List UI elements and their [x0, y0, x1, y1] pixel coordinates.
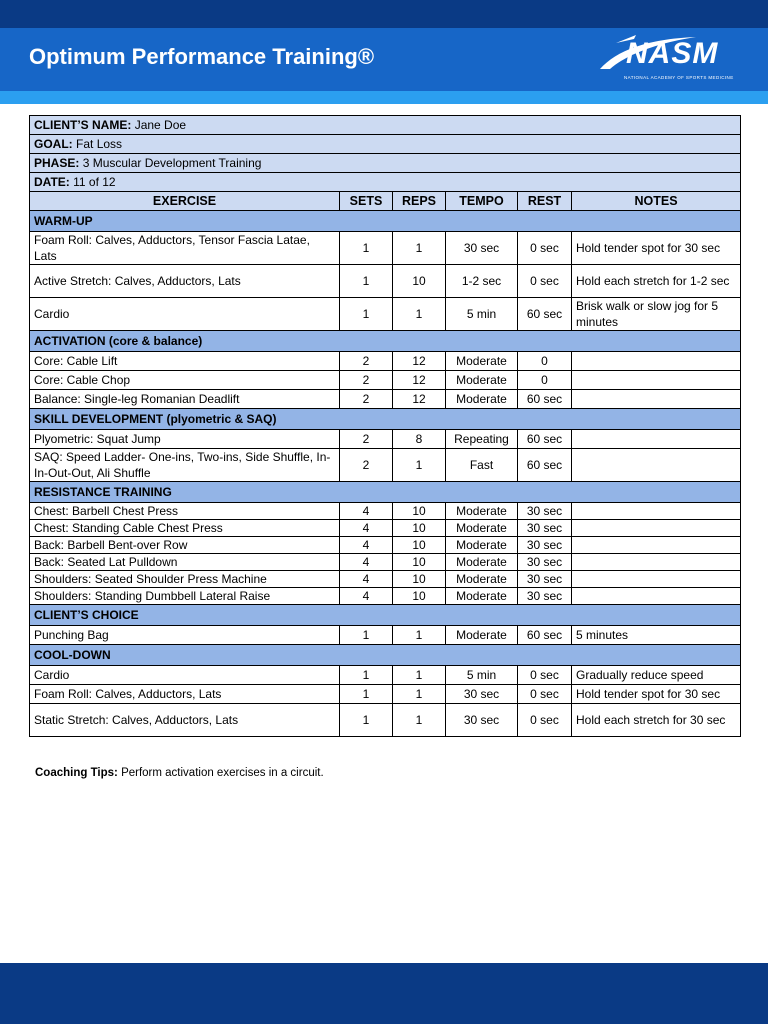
notes-cell	[572, 571, 741, 588]
exercise-cell: SAQ: Speed Ladder- One-ins, Two-ins, Side Shuffle, In-In-Out-Out, Ali Shuffle	[30, 449, 340, 482]
sets-cell: 1	[340, 626, 393, 645]
sets-cell: 1	[340, 298, 393, 331]
rest-cell: 0 sec	[518, 704, 572, 737]
tempo-cell: Moderate	[446, 352, 518, 371]
rest-cell: 60 sec	[518, 298, 572, 331]
tempo-cell: 1-2 sec	[446, 265, 518, 298]
client-name-label: CLIENT’S NAME:	[34, 118, 132, 132]
exercise-cell: Chest: Barbell Chest Press	[30, 503, 340, 520]
logo-subtext: NATIONAL ACADEMY OF SPORTS MEDICINE	[624, 75, 734, 80]
table-row	[30, 232, 741, 265]
rest-cell: 60 sec	[518, 449, 572, 482]
tempo-cell: Moderate	[446, 371, 518, 390]
tempo-cell: Moderate	[446, 554, 518, 571]
phase-row	[30, 154, 741, 173]
reps-cell: 10	[393, 503, 446, 520]
table-row	[30, 298, 741, 331]
section-clients-choice	[30, 605, 741, 626]
col-reps: REPS	[393, 192, 446, 211]
sets-cell: 4	[340, 554, 393, 571]
reps-cell: 1	[393, 704, 446, 737]
exercise-cell: Foam Roll: Calves, Adductors, Tensor Fascia Latae, Lats	[30, 232, 340, 265]
rest-cell: 30 sec	[518, 588, 572, 605]
table-row	[30, 520, 741, 537]
page-title: Optimum Performance Training®	[29, 44, 375, 69]
nasm-logo	[596, 31, 736, 85]
section-title: ACTIVATION (core & balance)	[30, 331, 741, 352]
tempo-cell: 30 sec	[446, 685, 518, 704]
rest-cell: 0 sec	[518, 232, 572, 265]
table-row	[30, 704, 741, 737]
coaching-tips	[35, 767, 324, 779]
table-row	[30, 626, 741, 645]
tempo-cell: Moderate	[446, 626, 518, 645]
table-row	[30, 685, 741, 704]
section-cool-down	[30, 645, 741, 666]
table-row	[30, 265, 741, 298]
tempo-cell: Moderate	[446, 537, 518, 554]
sets-cell: 2	[340, 352, 393, 371]
accent-band	[0, 91, 768, 104]
exercise-cell: Core: Cable Lift	[30, 352, 340, 371]
tempo-cell: Moderate	[446, 390, 518, 409]
phase-value: 3 Muscular Development Training	[82, 156, 262, 170]
reps-cell: 1	[393, 298, 446, 331]
reps-cell: 10	[393, 520, 446, 537]
notes-cell: Hold each stretch for 1-2 sec	[572, 265, 741, 298]
sets-cell: 2	[340, 430, 393, 449]
footer-bar	[0, 963, 768, 1024]
rest-cell: 30 sec	[518, 554, 572, 571]
notes-cell: Brisk walk or slow jog for 5 minutes	[572, 298, 741, 331]
goal-label: GOAL:	[34, 137, 73, 151]
col-exercise: EXERCISE	[30, 192, 340, 211]
table-row	[30, 390, 741, 409]
reps-cell: 12	[393, 390, 446, 409]
section-warmup	[30, 211, 741, 232]
notes-cell	[572, 503, 741, 520]
notes-cell: 5 minutes	[572, 626, 741, 645]
sets-cell: 4	[340, 588, 393, 605]
tempo-cell: 5 min	[446, 666, 518, 685]
sets-cell: 4	[340, 537, 393, 554]
section-title: COOL-DOWN	[30, 645, 741, 666]
col-notes: NOTES	[572, 192, 741, 211]
reps-cell: 12	[393, 371, 446, 390]
rest-cell: 60 sec	[518, 626, 572, 645]
logo-wordmark: NASM	[626, 37, 719, 70]
tempo-cell: Moderate	[446, 571, 518, 588]
reps-cell: 10	[393, 265, 446, 298]
rest-cell: 30 sec	[518, 503, 572, 520]
exercise-cell: Cardio	[30, 298, 340, 331]
table-row	[30, 588, 741, 605]
exercise-cell: Core: Cable Chop	[30, 371, 340, 390]
tempo-cell: 30 sec	[446, 232, 518, 265]
col-sets: SETS	[340, 192, 393, 211]
tempo-cell: Moderate	[446, 503, 518, 520]
rest-cell: 0	[518, 371, 572, 390]
goal-row	[30, 135, 741, 154]
exercise-cell: Balance: Single-leg Romanian Deadlift	[30, 390, 340, 409]
notes-cell	[572, 352, 741, 371]
table-row	[30, 554, 741, 571]
client-name-row	[30, 116, 741, 135]
top-bar	[0, 0, 768, 28]
rest-cell: 0 sec	[518, 265, 572, 298]
exercise-cell: Static Stretch: Calves, Adductors, Lats	[30, 704, 340, 737]
sets-cell: 1	[340, 704, 393, 737]
sets-cell: 2	[340, 390, 393, 409]
column-header-row	[30, 192, 741, 211]
goal-value: Fat Loss	[76, 137, 123, 151]
coaching-tips-text: Perform activation exercises in a circuit.	[121, 767, 324, 779]
table-row	[30, 430, 741, 449]
exercise-cell: Foam Roll: Calves, Adductors, Lats	[30, 685, 340, 704]
rest-cell: 60 sec	[518, 390, 572, 409]
notes-cell	[572, 588, 741, 605]
reps-cell: 12	[393, 352, 446, 371]
sets-cell: 4	[340, 520, 393, 537]
reps-cell: 1	[393, 626, 446, 645]
exercise-cell: Active Stretch: Calves, Adductors, Lats	[30, 265, 340, 298]
rest-cell: 0 sec	[518, 685, 572, 704]
rest-cell: 30 sec	[518, 537, 572, 554]
rest-cell: 30 sec	[518, 571, 572, 588]
notes-cell: Hold tender spot for 30 sec	[572, 685, 741, 704]
tempo-cell: 30 sec	[446, 704, 518, 737]
training-table	[29, 115, 741, 737]
section-resistance-training	[30, 482, 741, 503]
section-skill-development	[30, 409, 741, 430]
rest-cell: 60 sec	[518, 430, 572, 449]
section-title: SKILL DEVELOPMENT (plyometric & SAQ)	[30, 409, 741, 430]
tempo-cell: Moderate	[446, 520, 518, 537]
notes-cell	[572, 449, 741, 482]
notes-cell	[572, 554, 741, 571]
section-activation	[30, 331, 741, 352]
table-row	[30, 371, 741, 390]
sets-cell: 4	[340, 503, 393, 520]
notes-cell	[572, 371, 741, 390]
tempo-cell: Fast	[446, 449, 518, 482]
sets-cell: 2	[340, 449, 393, 482]
reps-cell: 1	[393, 685, 446, 704]
reps-cell: 1	[393, 232, 446, 265]
sets-cell: 1	[340, 232, 393, 265]
exercise-cell: Back: Seated Lat Pulldown	[30, 554, 340, 571]
reps-cell: 10	[393, 571, 446, 588]
notes-cell	[572, 520, 741, 537]
sets-cell: 1	[340, 666, 393, 685]
notes-cell	[572, 537, 741, 554]
col-tempo: TEMPO	[446, 192, 518, 211]
table-row	[30, 571, 741, 588]
table-row	[30, 449, 741, 482]
phase-label: PHASE:	[34, 156, 80, 170]
date-row	[30, 173, 741, 192]
table-row	[30, 537, 741, 554]
tempo-cell: Moderate	[446, 588, 518, 605]
exercise-cell: Plyometric: Squat Jump	[30, 430, 340, 449]
client-name-value: Jane Doe	[134, 118, 187, 132]
table-row	[30, 503, 741, 520]
reps-cell: 10	[393, 554, 446, 571]
exercise-cell: Punching Bag	[30, 626, 340, 645]
section-title: RESISTANCE TRAINING	[30, 482, 741, 503]
col-rest: REST	[518, 192, 572, 211]
date-label: DATE:	[34, 175, 70, 189]
sets-cell: 4	[340, 571, 393, 588]
sets-cell: 1	[340, 685, 393, 704]
sets-cell: 1	[340, 265, 393, 298]
reps-cell: 8	[393, 430, 446, 449]
exercise-cell: Back: Barbell Bent-over Row	[30, 537, 340, 554]
exercise-cell: Chest: Standing Cable Chest Press	[30, 520, 340, 537]
notes-cell	[572, 390, 741, 409]
tempo-cell: 5 min	[446, 298, 518, 331]
rest-cell: 0 sec	[518, 666, 572, 685]
date-value: 11 of 12	[73, 175, 116, 189]
coaching-tips-label: Coaching Tips:	[35, 767, 118, 779]
exercise-cell: Shoulders: Seated Shoulder Press Machine	[30, 571, 340, 588]
exercise-cell: Cardio	[30, 666, 340, 685]
notes-cell: Gradually reduce speed	[572, 666, 741, 685]
notes-cell: Hold each stretch for 30 sec	[572, 704, 741, 737]
reps-cell: 1	[393, 449, 446, 482]
notes-cell: Hold tender spot for 30 sec	[572, 232, 741, 265]
reps-cell: 1	[393, 666, 446, 685]
rest-cell: 0	[518, 352, 572, 371]
sets-cell: 2	[340, 371, 393, 390]
reps-cell: 10	[393, 537, 446, 554]
exercise-cell: Shoulders: Standing Dumbbell Lateral Raise	[30, 588, 340, 605]
rest-cell: 30 sec	[518, 520, 572, 537]
table-row	[30, 352, 741, 371]
reps-cell: 10	[393, 588, 446, 605]
section-title: CLIENT’S CHOICE	[30, 605, 741, 626]
section-title: WARM-UP	[30, 211, 741, 232]
tempo-cell: Repeating	[446, 430, 518, 449]
table-row	[30, 666, 741, 685]
notes-cell	[572, 430, 741, 449]
